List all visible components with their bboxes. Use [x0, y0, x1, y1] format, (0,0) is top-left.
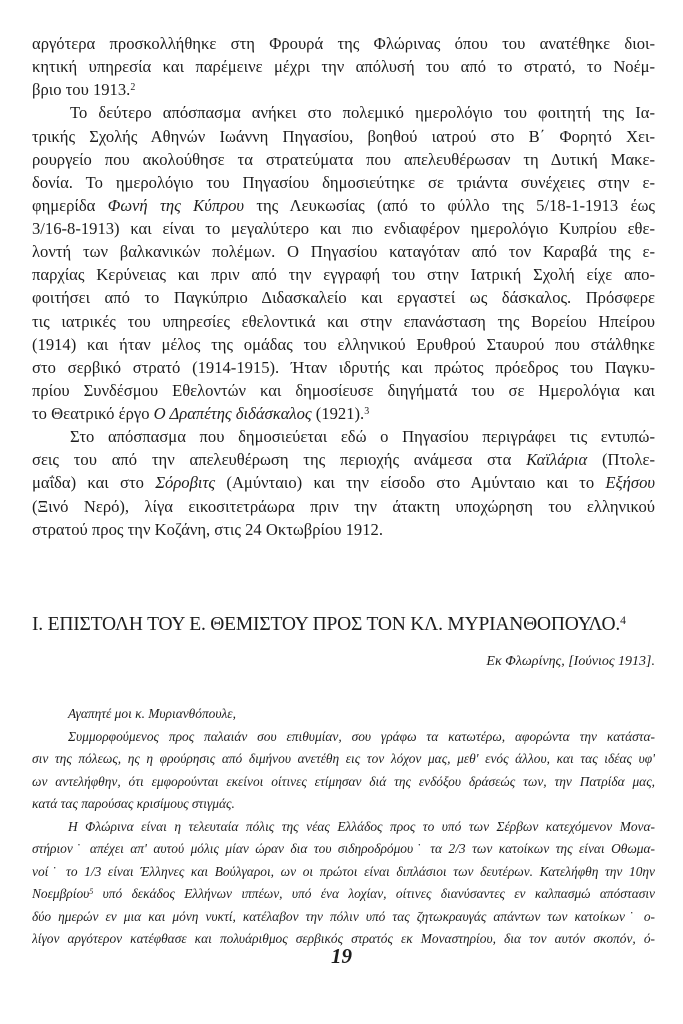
text-segment: φοιτήσει από το Παγκύπριο Διδασκαλείο και εργαστεί ως δάσκαλος. Πρόσφερε — [32, 288, 655, 308]
text-segment: παρχίας Κερύνειας και πριν από την εγγραφή του στην Ιατρική Σχολή είχε απο- — [32, 265, 655, 285]
text-line — [32, 425, 655, 448]
text-line — [32, 286, 655, 309]
text-segment: Η Φλώρινα είναι η τελευταία πόλις της νέας Ελλάδος προς το υπό των Σέρβων κατεχόμενον Μονα- — [68, 818, 655, 834]
footnote-marker: 5 — [89, 886, 94, 896]
text-line — [32, 906, 655, 929]
text-segment: (Ξινό Νερό), λίγα εικοσιτετράωρα πριν την άτακτη υποχώρηση του ελληνικού — [32, 496, 655, 516]
italic-title: Φωνή της Κύπρου — [107, 195, 245, 215]
text-segment: Συμμορφούμενος προς παλαιάν σου επιθυμίαν, σου γράφω τα κατωτέρω, αφορώντα την κατάστα- — [68, 728, 655, 744]
text-line — [32, 101, 655, 124]
text-segment: κητική υπηρεσία και παρέμεινε μέχρι την απόλυσή του από το στρατό, το Νοέμ- — [32, 57, 655, 77]
text-line — [32, 171, 655, 194]
footnote-marker: 4 — [620, 614, 626, 628]
italic-title: Ο Δραπέτης διδάσκαλος — [153, 404, 312, 423]
text-segment: σιν της πόλεως, ης η φρούρησις από διμήνου ανετέθη εις τον λόχον μας, μεθ' ενός άλλου, και τας ιδέας υφ' — [32, 751, 655, 766]
text-line — [32, 816, 655, 839]
text-segment: λοντή των βαλκανικών πολέμων. Ο Πηγασίου καταγόταν από τον Καραβά της ε- — [32, 242, 655, 262]
text-segment: σεις του από την απελευθέρωση της περιοχής ανάμεσα στα — [32, 450, 527, 470]
text-segment: φημερίδα — [32, 195, 108, 215]
text-line — [32, 518, 655, 541]
text-line — [32, 194, 655, 217]
letter-place-date: Εκ Φλωρίνης, [Ιούνιος 1913]. — [486, 654, 655, 669]
text-line — [32, 240, 655, 263]
text-segment: ων αντελήφθην, ότι εμφορούνται εκείνοι οίτινες ετίμησαν διά της ενδόξου δράσεώς των, την Πατρίδα μας, — [32, 773, 655, 789]
text-segment: ρουργείο που ακολούθησε τα στρατεύματα που απελευθέρωσαν τη Δυτική Μακε- — [32, 149, 655, 169]
italic-title: Σόροβιτς — [155, 473, 216, 493]
text-segment: μαΐδα) και στο — [32, 473, 156, 493]
text-line — [32, 148, 655, 171]
text-line — [32, 55, 655, 78]
text-segment: Στο απόσπασμα που δημοσιεύεται εδώ ο Πηγασίου περιγράφει τις εντυπώ- — [70, 427, 655, 447]
text-line — [32, 838, 655, 861]
text-line — [32, 793, 655, 816]
footnote-marker: 2 — [130, 82, 136, 94]
text-segment: (Πτολε- — [587, 450, 655, 470]
text-line — [32, 333, 655, 356]
text-segment: αργότερα προσκολλήθηκε στη Φρουρά της Φλώρινας όπου του ανατέθηκε διοι- — [32, 34, 655, 53]
heading-text: Ι. ΕΠΙΣΤΟΛΗ ΤΟΥ Ε. ΘΕΜΙΣΤΟΥ ΠΡΟΣ ΤΟΝ ΚΛ. ΜΥΡΙΑΝΘΟΠΟΥΛΟ. — [32, 614, 621, 635]
text-segment: πρίου Συνδέσμου Εθελοντών και δημοσίευσε διηγήματά του σε Ημερολόγια και — [32, 380, 655, 400]
text-segment: (1921). — [311, 404, 365, 423]
text-line — [32, 379, 655, 402]
text-line — [32, 125, 655, 148]
page-number: 19 — [331, 944, 352, 968]
letter-text — [32, 703, 655, 951]
text-segment: δύο ημερών εν μια και μόνη νυκτί, κατέλαβον την πόλιν υπό τας ζητωκραυγάς απάντων των κατοίκων˙ ο- — [32, 908, 655, 924]
text-line — [32, 883, 655, 906]
text-line — [32, 78, 655, 101]
text-line — [32, 448, 655, 471]
text-line — [32, 748, 655, 771]
text-segment: τις ιατρικές του υπηρεσίες εθελοντικά και στην επανάσταση της Βορείου Ηπείρου — [32, 311, 655, 331]
text-segment: στο σερβικό στρατό (1914-1915). Ήταν ιδρυτής και πρώτος πρόεδρος του Παγκυ- — [32, 357, 655, 377]
text-line — [32, 356, 655, 379]
text-segment: λίγον αργότερον κατέφθασε και πολυάριθμος σερβικός στρατός εκ Μοναστηρίου, δια τον αυτόν σκοπόν, ό- — [32, 931, 655, 946]
text-line — [32, 402, 655, 425]
text-line — [32, 471, 655, 494]
text-line — [32, 861, 655, 884]
text-line — [32, 771, 655, 794]
footnote-marker: 3 — [364, 406, 370, 418]
text-segment: τρικής Σχολής Αθηνών Ιωάννη Πηγασίου, βοηθού ιατρού στο Β΄ Φορητό Χει- — [32, 126, 655, 146]
text-segment: Νοεμβρίου — [32, 886, 90, 901]
text-segment: Το δεύτερο απόσπασμα ανήκει στο πολεμικό ημερολόγιο του φοιτητή της Ια- — [70, 103, 655, 123]
text-segment: το Θεατρικό έργο — [32, 404, 154, 423]
text-segment: στήριον˙ απέχει απ' αυτού μόλις μίαν ώραν δια του σιδηροδρόμου˙ τα 2/3 των κατοίκων της είναι Οθωμα- — [32, 841, 655, 856]
text-line — [32, 263, 655, 286]
text-line — [32, 726, 655, 749]
text-line — [32, 495, 655, 518]
text-segment: Αγαπητέ μοι κ. Μυριανθόπουλε, — [68, 706, 236, 721]
text-segment: βριο του 1913. — [32, 80, 131, 100]
italic-title: Εξήσου — [605, 473, 655, 493]
text-segment: δονία. Το ημερολόγιο του Πηγασίου δημοσιεύτηκε σε τριάντα συνέχειες στην ε- — [32, 172, 655, 192]
text-line — [32, 703, 655, 726]
text-segment: (Αμύνταιο) και την είσοδο στο Αμύνταιο και το — [215, 473, 606, 493]
text-segment: στρατού προς την Κοζάνη, στις 24 Οκτωβρίου 1912. — [32, 519, 383, 539]
italic-title: Καϊλάρια — [526, 450, 588, 470]
text-segment: (1914) και ήταν μέλος της ομάδας του ελληνικού Ερυθρού Σταυρού που στάλθηκε — [32, 334, 655, 354]
text-line — [32, 217, 655, 240]
text-segment: νοί˙ το 1/3 είναι Έλληνες και Βούλγαροι, ων οι πρώτοι είναι διπλάσιοι των δευτέρων. Κατελήφθη την 10ην — [32, 863, 655, 879]
text-line — [32, 310, 655, 333]
text-segment: κατά τας παρούσας κρισίμους στιγμάς. — [32, 796, 235, 811]
section-heading — [32, 614, 626, 636]
text-segment: της Λευκωσίας (από το φύλλο της 5/18-1-1913 έως — [244, 195, 655, 215]
introduction-text — [32, 32, 655, 541]
text-segment: υπό δεκάδος Ελλήνων ιππέων, υπό ένα λοχίαν, οίτινες διανύσαντες εν καλπασμώ απόστασιν — [93, 886, 655, 901]
text-line — [32, 32, 655, 55]
text-segment: 3/16-8-1913) και είναι το μεγαλύτερο και πιο ενδιαφέρον ημερολόγιο Κυπρίου εθε- — [32, 219, 655, 238]
